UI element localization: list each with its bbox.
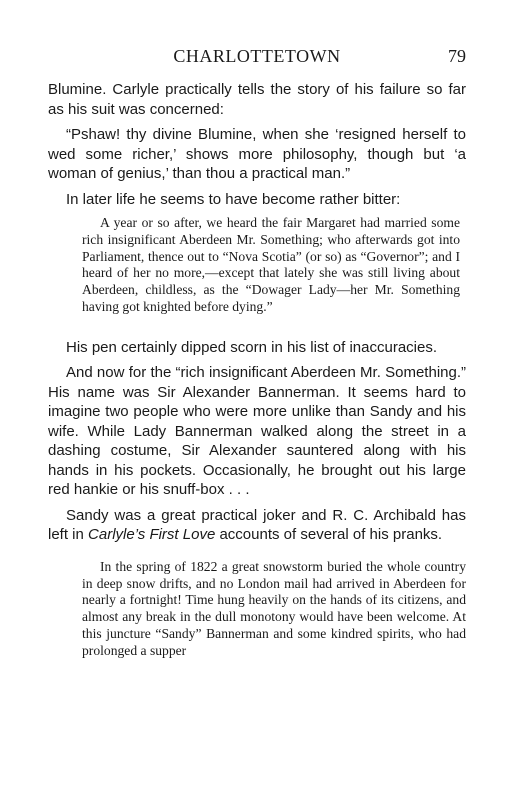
paragraph-6-text-b: accounts of several of his pranks. — [215, 526, 443, 544]
paragraph-1: Blumine. Carlyle practically tells the story of his failure so far as his suit was concerned: — [48, 81, 466, 118]
paragraph-6-text-a: Sandy was a great practical joker and R. C. Archibald has left in — [48, 506, 466, 544]
block-quote-1: A year or so after, we heard the fair Margaret had married some rich insignificant Aberdeen Mr. Something; who afterwards got into Parliament, thence out to “Nova Scotia” (or so) as “Governor”; and I heard of her no more,—except that lately she was still living about Aberdeen, childless, as the “Dowager Lady—her Mr. Something having got knighted before dying.” — [82, 215, 460, 314]
paragraph-6 — [48, 506, 466, 545]
paragraph-5: And now for the “rich insignificant Aberdeen Mr. Something.” His name was Sir Alexander Bannerman. It seems hard to imagine two people who were more unlike than Sandy and his wife. While Lady Bannerman walked along the street in a dashing costume, Sir Alexander sauntered along with his hands in his pockets. Occasionally, he brought out his large red hankie or his snuff-box . . . — [48, 364, 466, 499]
paragraph-2: “Pshaw! thy divine Blumine, when she ‘resigned herself to wed some richer,’ shows more philosophy, though but ‘a woman of genius,’ than thou a practical man.” — [48, 126, 466, 182]
running-title: CHARLOTTETOWN — [173, 46, 341, 66]
block-quote-2: In the spring of 1822 a great snowstorm buried the whole country in deep snow drifts, and no London mail had arrived in Aberdeen for nearly a fortnight! Time hung heavily on the hands of its citizens, and almost any break in the dull monotony would have been welcome. At this juncture “Sandy” Bannerman and some kindred spirits, who had prolonged a supper — [82, 558, 466, 658]
quote-spacer — [48, 545, 466, 559]
paragraph-4: His pen certainly dipped scorn in his list of inaccuracies. — [66, 338, 438, 356]
paragraph-3: In later life he seems to have become rather bitter: — [66, 190, 401, 208]
body-text — [48, 80, 466, 660]
page-number: 79 — [448, 46, 466, 66]
book-title-italic: Carlyle’s First Love — [88, 526, 216, 544]
page-header — [48, 46, 466, 70]
section-spacer — [48, 316, 466, 338]
